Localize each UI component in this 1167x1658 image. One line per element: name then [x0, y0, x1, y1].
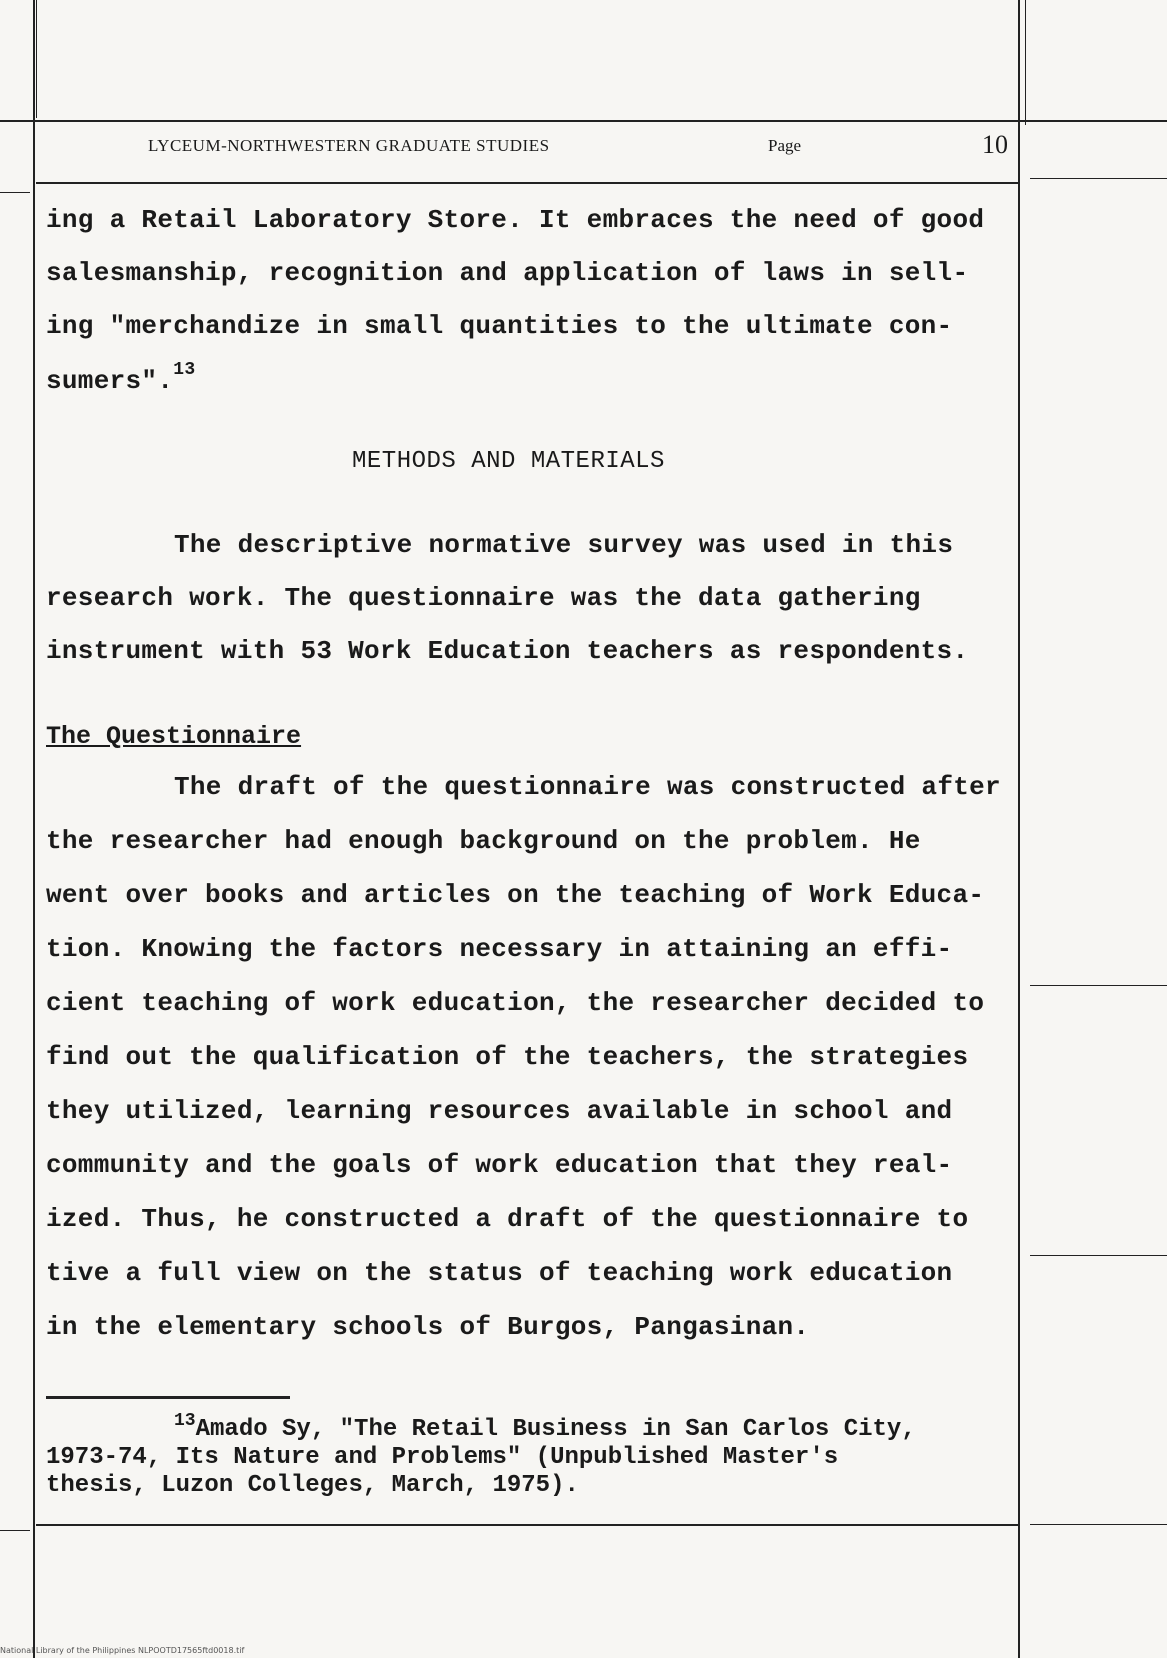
questionnaire-line-2: the researcher had enough background on the problem. He: [46, 826, 921, 856]
section-heading: METHODS AND MATERIALS: [352, 448, 665, 475]
frame-left-rule-top: [36, 0, 37, 118]
frame-right-rule-inner: [1025, 0, 1026, 125]
questionnaire-line-3: went over books and articles on the teaching of Work Educa-: [46, 880, 985, 910]
margin-mark-right-3: [1030, 1255, 1167, 1256]
bottom-rule: [36, 1524, 1018, 1526]
scan-credit: National Library of the Philippines NLPOOTD17565ftd0018.tif: [0, 1646, 245, 1655]
page-label: Page: [768, 136, 802, 155]
margin-mark-left-2: [0, 1530, 30, 1531]
questionnaire-line-6: find out the qualification of the teachers, the strategies: [46, 1042, 969, 1072]
margin-mark-right-2: [1030, 985, 1167, 986]
header-title: LYCEUM-NORTHWESTERN GRADUATE STUDIES: [148, 136, 550, 155]
methods-line-1: The descriptive normative survey was used in this: [174, 530, 954, 560]
methods-line-3: instrument with 53 Work Education teachers as respondents.: [46, 636, 969, 666]
intro-line-2: salesmanship, recognition and application of laws in sell-: [46, 258, 969, 288]
questionnaire-line-7: they utilized, learning resources available in school and: [46, 1096, 953, 1126]
questionnaire-line-11: in the elementary schools of Burgos, Pangasinan.: [46, 1312, 810, 1342]
footnote-line-1: [46, 1411, 1026, 1443]
header-underline: [36, 182, 1018, 184]
footnote-line-2: 1973-74, Its Nature and Problems" (Unpublished Master's: [46, 1444, 839, 1471]
footnote-separator: [46, 1396, 290, 1399]
questionnaire-line-9: ized. Thus, he constructed a draft of the questionnaire to: [46, 1204, 969, 1234]
questionnaire-line-5: cient teaching of work education, the researcher decided to: [46, 988, 985, 1018]
intro-line-1: ing a Retail Laboratory Store. It embraces the need of good: [46, 205, 985, 235]
page-header: [148, 132, 1008, 172]
frame-top-rule: [0, 120, 1167, 122]
questionnaire-line-4: tion. Knowing the factors necessary in attaining an effi-: [46, 934, 953, 964]
intro-line-3: ing "merchandize in small quantities to the ultimate con-: [46, 311, 953, 341]
footnote-line-3: thesis, Luzon Colleges, March, 1975).: [46, 1472, 579, 1499]
questionnaire-line-1: The draft of the questionnaire was constructed after: [174, 772, 1001, 802]
margin-mark-right-4: [1030, 1524, 1167, 1525]
page-number: 10: [982, 130, 1008, 159]
questionnaire-line-10: tive a full view on the status of teaching work education: [46, 1258, 953, 1288]
footnote-line-1-text: Amado Sy, "The Retail Business in San Carlos City,: [195, 1416, 916, 1443]
footnote-number: 13: [174, 1411, 196, 1431]
intro-line-4: [46, 360, 1011, 396]
margin-mark-right-1: [1030, 178, 1167, 179]
frame-left-rule: [33, 0, 35, 1658]
subheading-questionnaire: The Questionnaire: [46, 722, 302, 751]
questionnaire-line-8: community and the goals of work education that they real-: [46, 1150, 953, 1180]
intro-line-4-text: sumers".: [46, 366, 174, 396]
footnote-ref-13: 13: [173, 360, 196, 380]
frame-right-rule: [1018, 0, 1020, 1658]
methods-line-2: research work. The questionnaire was the data gathering: [46, 583, 921, 613]
margin-mark-left-1: [0, 192, 30, 193]
